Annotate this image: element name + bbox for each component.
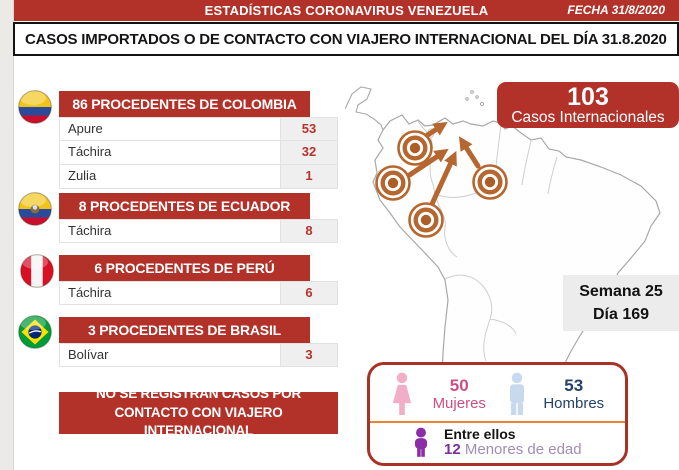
state-label: Bolívar	[68, 347, 109, 362]
case-count: 32	[280, 141, 337, 164]
case-count: 3	[280, 344, 337, 366]
male-icon	[503, 369, 531, 419]
state-label: Apure	[68, 121, 103, 136]
minors-intro: Entre ellos	[444, 425, 516, 442]
table-row	[59, 281, 338, 305]
ecuador-flag-icon	[18, 192, 52, 226]
international-cases-count: 103	[567, 83, 609, 111]
brazil-flag-icon	[18, 315, 52, 349]
women-count: 50	[449, 375, 469, 395]
minors-breakdown	[370, 423, 625, 463]
colombia-flag-icon	[18, 90, 52, 124]
table-row	[59, 117, 338, 141]
banner-date: FECHA 31/8/2020	[567, 3, 665, 17]
case-count: 53	[280, 118, 337, 140]
table-row	[59, 219, 338, 243]
state-label: Táchira	[68, 285, 112, 300]
women-label: Mujeres	[432, 394, 486, 412]
brazil-table	[59, 343, 338, 367]
table-row	[59, 141, 338, 165]
state-label: Táchira	[68, 144, 112, 159]
bullseye-peru	[410, 204, 443, 237]
state-label: Táchira	[68, 223, 112, 238]
peru-table	[59, 281, 338, 305]
men-count: 53	[564, 375, 584, 395]
top-banner	[14, 0, 679, 21]
bullseye-colombia	[399, 132, 432, 165]
international-cases-label: Casos Internacionales	[511, 109, 665, 126]
ecuador-table	[59, 219, 338, 243]
page-title: CASOS IMPORTADOS O DE CONTACTO CON VIAJERO INTERNACIONAL DEL DÍA 31.8.2020	[25, 30, 667, 48]
no-contact-notice-text: NO SE REGISTRAN CASOS POR CONTACTO CON VIAJERO INTERNACIONAL	[95, 385, 302, 439]
no-contact-notice	[59, 385, 338, 439]
female-icon	[388, 369, 416, 419]
page-title-box	[13, 22, 679, 56]
minors-count: 12	[444, 440, 461, 458]
table-row	[59, 165, 338, 189]
case-count: 1	[280, 165, 337, 188]
colombia-table	[59, 117, 338, 189]
colombia-section-header: 86 PROCEDENTES DE COLOMBIA	[59, 91, 310, 117]
page-edge-strip	[0, 0, 14, 470]
minors-text	[444, 427, 582, 458]
men-label: Hombres	[543, 394, 605, 412]
minors-label: Menores de edad	[464, 440, 582, 458]
table-row	[59, 343, 338, 367]
brazil-section-header: 3 PROCEDENTES DE BRASIL	[59, 317, 310, 343]
case-count: 6	[280, 282, 337, 304]
international-cases-box	[497, 82, 679, 128]
state-label: Zulia	[68, 168, 97, 183]
banner-title: ESTADÍSTICAS CORONAVIRUS VENEZUELA	[204, 3, 489, 18]
peru-flag-icon	[20, 254, 54, 288]
week-label: Semana 25	[579, 282, 663, 300]
bullseye-ecuador	[377, 167, 410, 200]
peru-section-header: 6 PROCEDENTES DE PERÚ	[59, 255, 310, 281]
child-icon	[410, 427, 432, 458]
central-america-outline	[345, 87, 383, 130]
day-label: Día 169	[592, 305, 650, 323]
case-count: 8	[280, 220, 337, 242]
demographics-box	[367, 362, 628, 466]
men-stat	[531, 377, 618, 412]
women-stat	[416, 377, 503, 412]
bullseye-brazil	[474, 166, 507, 199]
ecuador-section-header: 8 PROCEDENTES DE ECUADOR	[59, 193, 310, 219]
gender-breakdown	[370, 365, 625, 421]
period-box	[563, 275, 679, 331]
